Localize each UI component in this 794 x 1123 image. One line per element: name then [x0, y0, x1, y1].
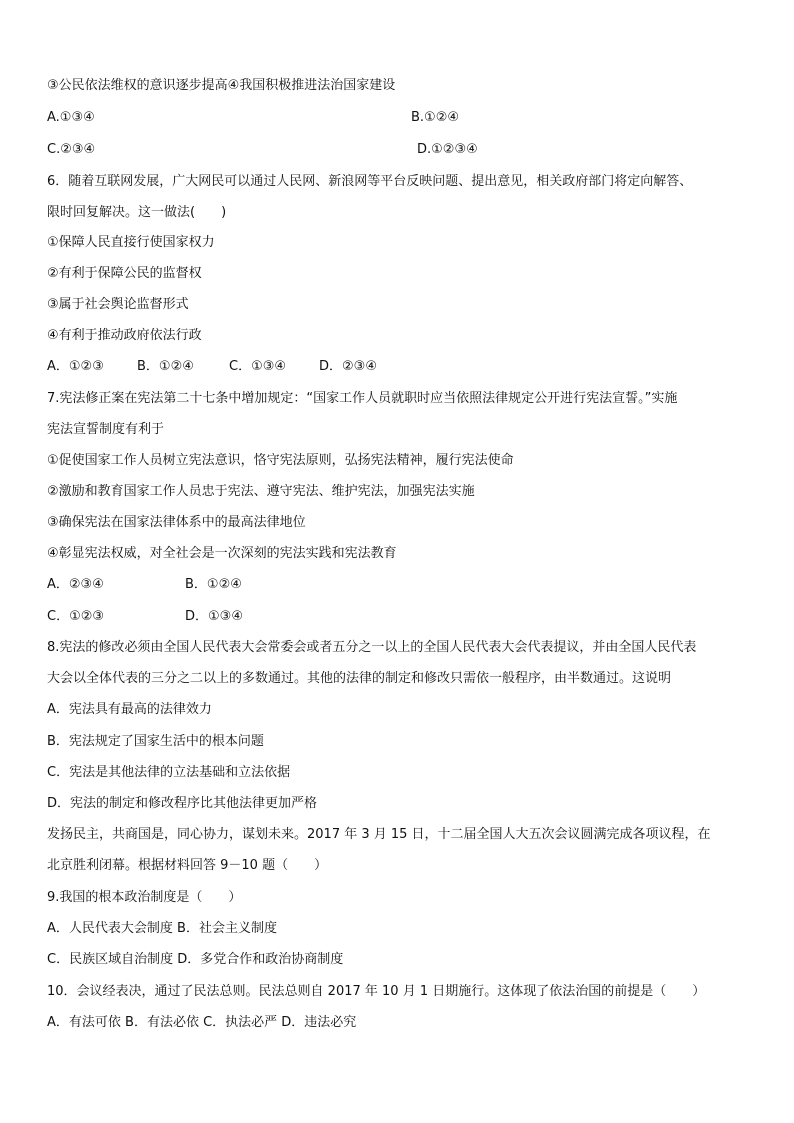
- q8-option-c: C．宪法是其他法律的立法基础和立法依据: [47, 765, 291, 780]
- q7-option-b: B．①②④: [185, 577, 242, 592]
- q5-option-a: A.①③④: [47, 110, 95, 125]
- q8-option-a: A．宪法具有最高的法律效力: [47, 702, 212, 717]
- q6-option-a: A．①②③: [47, 359, 104, 374]
- q7-options-row2: [47, 607, 754, 627]
- q9-options-line2: C．民族区域自治制度 D．多党合作和政治协商制度: [47, 952, 344, 967]
- q8-stem-line1: 8.宪法的修改必须由全国人民代表大会常委会或者五分之一以上的全国人民代表大会代表提议，并由全国人民代表: [47, 640, 697, 655]
- q8-option-b: B．宪法规定了国家生活中的根本问题: [47, 734, 264, 749]
- q6-options: [47, 357, 754, 377]
- q10-options: A．有法可依 B．有法必依 C．执法必严 D．违法必究: [47, 1015, 357, 1030]
- q7-item-1: ①促使国家工作人员树立宪法意识，恪守宪法原则，弘扬宪法精神，履行宪法使命: [47, 453, 514, 468]
- q6-stem-line2: 限时回复解决。这一做法( ): [47, 205, 227, 220]
- q7-options-row1: [47, 575, 754, 595]
- q5-option-d: D.①②③④: [417, 142, 478, 157]
- q5-continuation: ③公民依法维权的意识逐步提高④我国积极推进法治国家建设: [47, 78, 396, 93]
- q6-item-3: ③属于社会舆论监督形式: [47, 297, 189, 312]
- q10-stem: 10．会议经表决，通过了民法总则。民法总则自 2017 年 10 月 1 日期施行。这体现了依法治国的前提是（ ）: [47, 984, 706, 999]
- q6-item-1: ①保障人民直接行使国家权力: [47, 235, 215, 250]
- q9-stem: 9.我国的根本政治制度是（ ）: [47, 890, 242, 905]
- material-line1: 发扬民主，共商国是，同心协力，谋划未来。2017 年 3 月 15 日，十二届全国人大五次会议圆满完成各项议程，在: [47, 827, 711, 842]
- q7-item-2: ②激励和教育国家工作人员忠于宪法、遵守宪法、维护宪法，加强宪法实施: [47, 484, 475, 499]
- q8-stem-line2: 大会以全体代表的三分之二以上的多数通过。其他的法律的制定和修改只需依一般程序，由半数通过。这说明: [47, 671, 672, 686]
- q9-options-line1: A．人民代表大会制度 B．社会主义制度: [47, 921, 277, 936]
- material-line2: 北京胜利闭幕。根据材料回答 9－10 题（ ）: [47, 858, 328, 873]
- q7-option-a: A．②③④: [47, 577, 104, 592]
- q8-option-d: D．宪法的制定和修改程序比其他法律更加严格: [47, 796, 318, 811]
- q7-stem-line2: 宪法宣誓制度有利于: [47, 422, 165, 437]
- q5-option-c: C.②③④: [47, 142, 96, 157]
- q5-option-b: B.①②④: [411, 110, 460, 125]
- q7-stem-line1: 7.宪法修正案在宪法第二十七条中增加规定：“国家工作人员就职时应当依照法律规定公开进行宪法宣誓。”实施: [47, 391, 678, 406]
- q6-item-4: ④有利于推动政府依法行政: [47, 328, 202, 343]
- q6-option-b: B．①②④: [137, 359, 194, 374]
- q6-option-d: D．②③④: [319, 359, 377, 374]
- q7-option-c: C．①②③: [47, 609, 105, 624]
- q5-options-row2: [47, 140, 754, 160]
- q6-option-c: C．①③④: [229, 359, 287, 374]
- q7-item-4: ④彰显宪法权威，对全社会是一次深刻的宪法实践和宪法教育: [47, 546, 397, 561]
- q6-stem-line1: 6．随着互联网发展，广大网民可以通过人民网、新浪网等平台反映问题、提出意见，相关政府部门将定向解答、: [47, 174, 693, 189]
- q7-item-3: ③确保宪法在国家法律体系中的最高法律地位: [47, 515, 306, 530]
- q7-option-d: D．①③④: [185, 609, 243, 624]
- q5-options-row1: [47, 108, 754, 128]
- q6-item-2: ②有利于保障公民的监督权: [47, 266, 202, 281]
